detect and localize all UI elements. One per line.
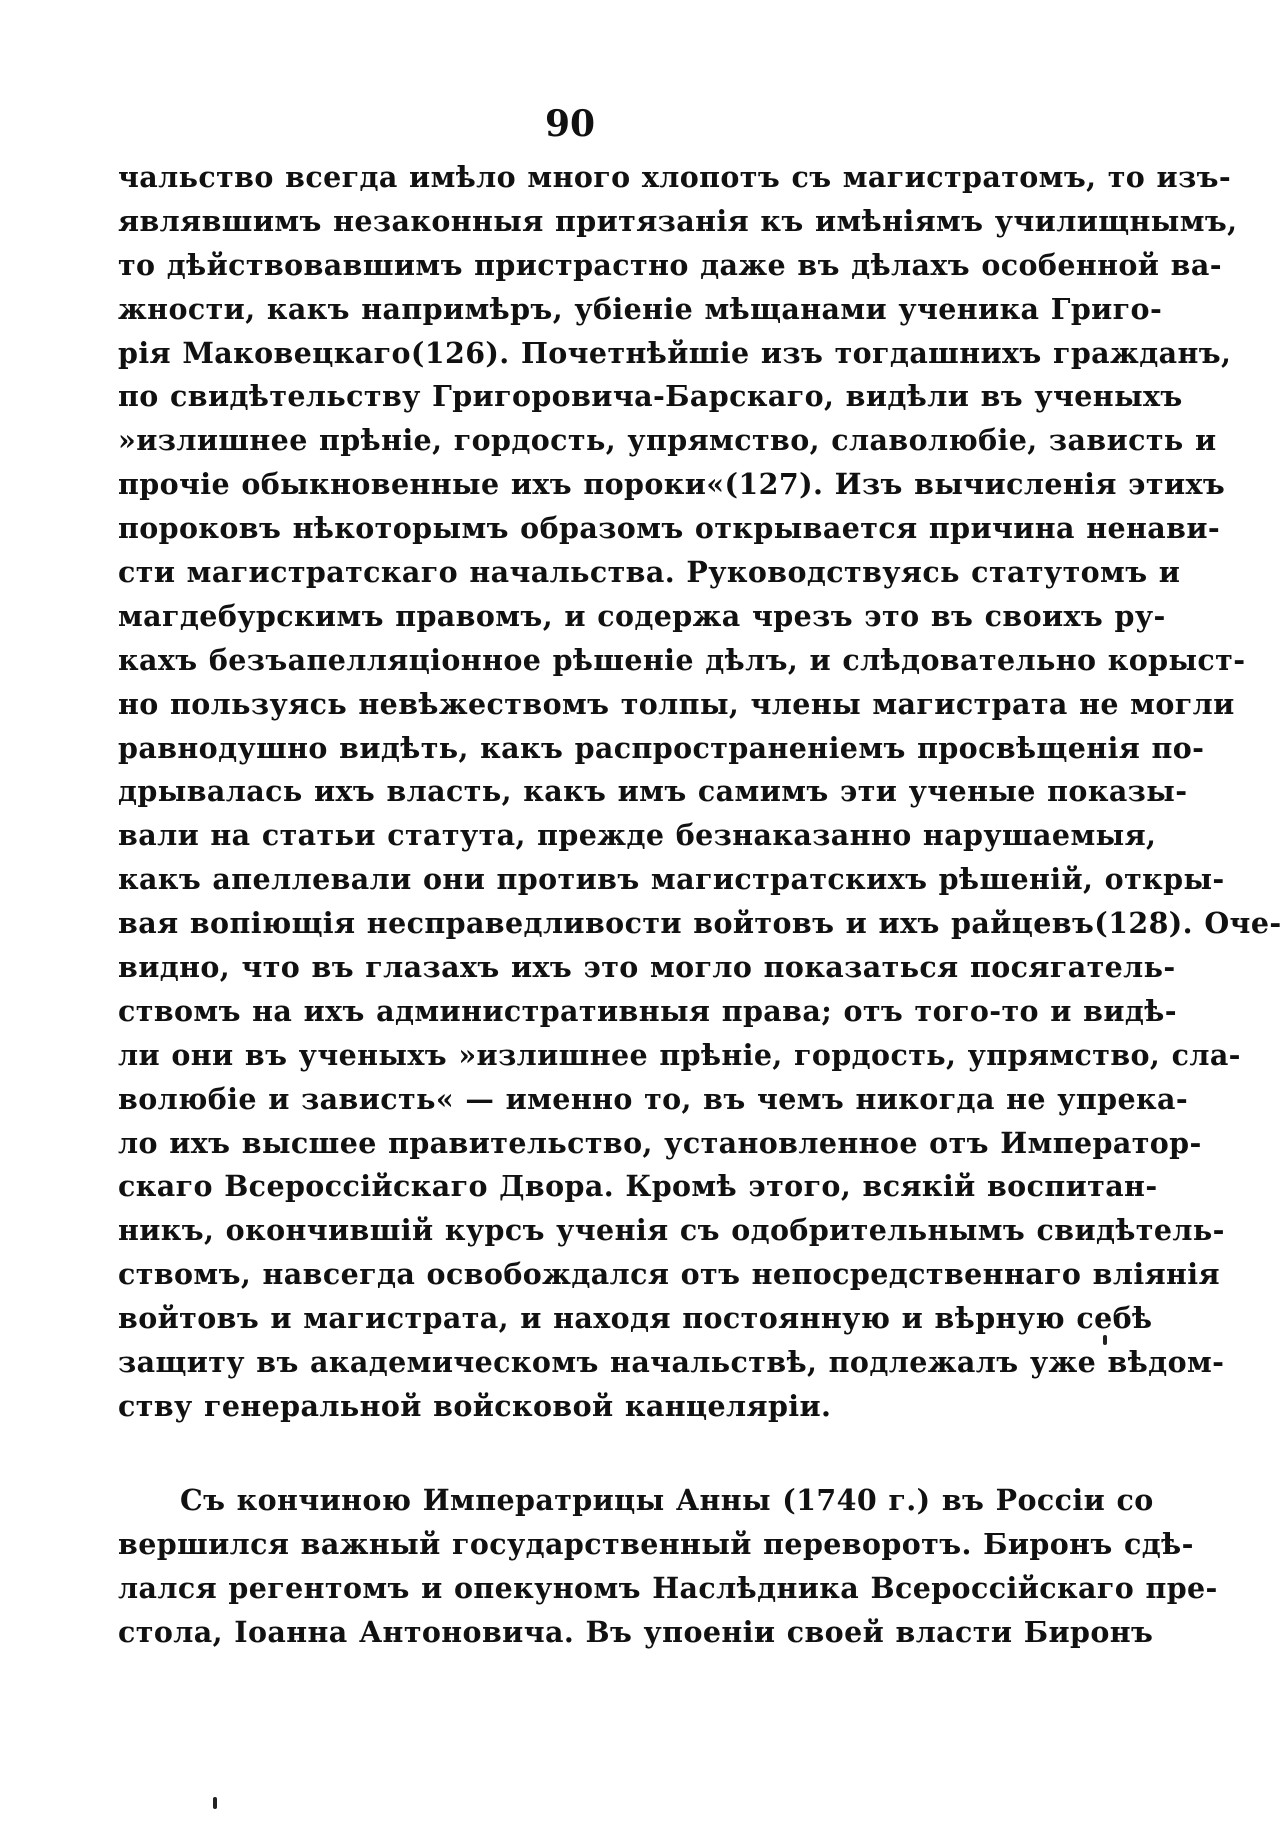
text-line: ству генеральной войсковой канцеляріи. xyxy=(118,1388,832,1423)
text-line: стола, Іоанна Антоновича. Въ упоеніи своей власти Биронъ xyxy=(118,1615,1154,1649)
text-line: рія Маковецкаго(126). Почетнѣйшіе изъ тогдашнихъ гражданъ, xyxy=(118,335,1232,370)
text-line: сти магистратскаго начальства. Руководствуясь статутомъ и xyxy=(118,555,1181,590)
text-line: видно, что въ глазахъ ихъ это могло показаться посягатель- xyxy=(118,950,1176,985)
text-line: вершился важный государственный переворотъ. Биронъ сдѣ- xyxy=(118,1527,1194,1561)
text-line: скаго Всероссійскаго Двора. Кромѣ этого, всякій воспитан- xyxy=(118,1169,1158,1204)
text-line: ли они въ ученыхъ »излишнее прѣніе, гордость, упрямство, сла- xyxy=(118,1037,1241,1072)
text-line: равнодушно видѣть, какъ распространеніемъ просвѣщенія по- xyxy=(118,730,1205,765)
text-line: кахъ безъапелляціонное рѣшеніе дѣлъ, и слѣдовательно корыст- xyxy=(118,642,1246,677)
text-line: вая вопіющія несправедливости войтовъ и ихъ райцевъ(128). Оче- xyxy=(118,906,1282,941)
text-line: то дѣйствовавшимъ пристрастно даже въ дѣлахъ особенной ва- xyxy=(118,247,1222,282)
text-line: вали на статьи статута, прежде безнаказанно нарушаемыя, xyxy=(118,818,1157,853)
text-line: ствомъ на ихъ административныя права; отъ того-то и видѣ- xyxy=(118,993,1177,1028)
text-line: »излишнее прѣніе, гордость, упрямство, славолюбіе, зависть и xyxy=(118,423,1217,458)
text-line: войтовъ и магистрата, и находя постоянную и вѣрную себѣ xyxy=(118,1301,1153,1336)
text-line: но пользуясь невѣжествомъ толпы, члены магистрата не могли xyxy=(118,686,1235,721)
scan-speck xyxy=(1103,1335,1107,1345)
text-line: чальство всегда имѣло много хлопотъ съ магистратомъ, то изъ- xyxy=(118,160,1232,194)
text-line: прочіе обыкновенные ихъ пороки«(127). Изъ вычисленія этихъ xyxy=(118,467,1226,502)
text-line: никъ, окончившій курсъ ученія съ одобрительнымъ свидѣтель- xyxy=(118,1213,1225,1248)
text-line: по свидѣтельству Григоровича-Барскаго, видѣли въ ученыхъ xyxy=(118,379,1183,414)
text-line: Съ кончиною Императрицы Анны (1740 г.) въ Россіи со xyxy=(180,1483,1154,1517)
page-number: 90 xyxy=(544,103,596,145)
text-line: пороковъ нѣкоторымъ образомъ открывается причина ненави- xyxy=(118,511,1221,546)
text-line: ствомъ, навсегда освобождался отъ непосредственнаго вліянія xyxy=(118,1257,1220,1292)
paragraph-2 xyxy=(118,1478,1218,1654)
text-line: жности, какъ напримѣръ, убіеніе мѣщанами ученика Григо- xyxy=(118,291,1163,326)
text-line: защиту въ академическомъ начальствѣ, подлежалъ уже вѣдом- xyxy=(118,1345,1225,1380)
text-line: магдебурскимъ правомъ, и содержа чрезъ это въ своихъ ру- xyxy=(118,598,1166,633)
text-line: ло ихъ высшее правительство, установленное отъ Император- xyxy=(118,1125,1202,1160)
text-line: являвшимъ незаконныя притязанія къ имѣніямъ училищнымъ, xyxy=(118,203,1238,238)
text-line: лался регентомъ и опекуномъ Наслѣдника Всероссійскаго пре- xyxy=(118,1571,1218,1605)
text-line: какъ апеллевали они противъ магистратскихъ рѣшеній, откры- xyxy=(118,862,1225,897)
scan-speck xyxy=(213,1797,217,1809)
text-line: волюбіе и зависть« — именно то, въ чемъ никогда не упрека- xyxy=(118,1081,1189,1116)
paragraph-1 xyxy=(118,156,1282,1429)
text-line: дрывалась ихъ власть, какъ имъ самимъ эти ученые показы- xyxy=(118,774,1188,809)
